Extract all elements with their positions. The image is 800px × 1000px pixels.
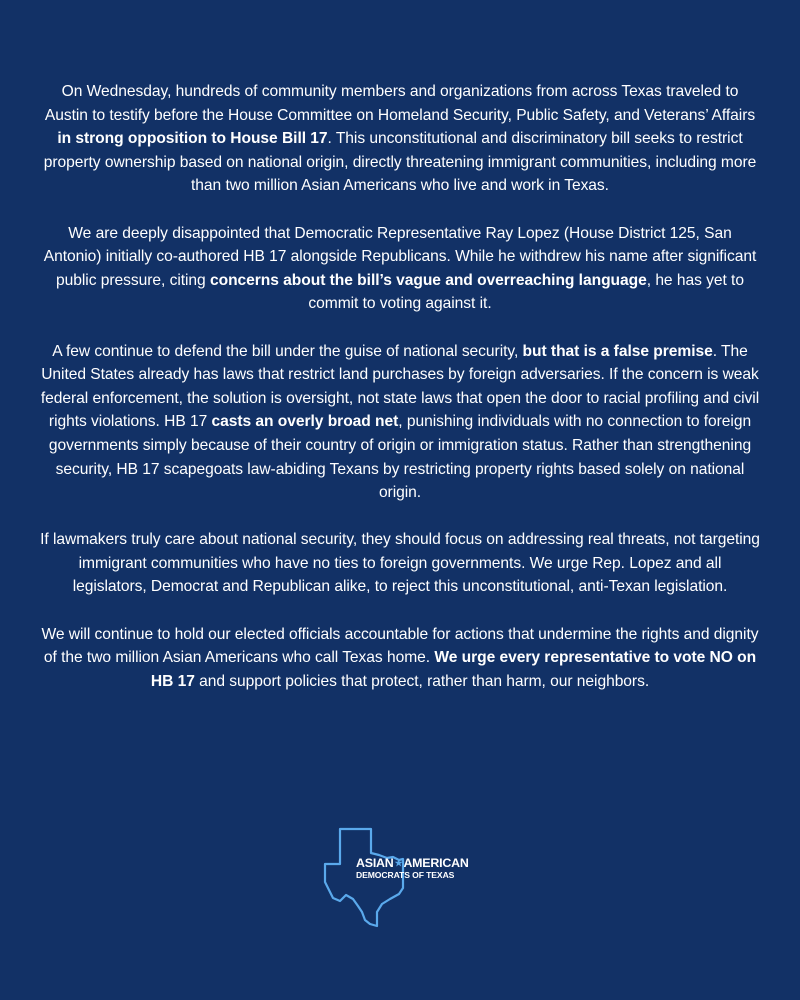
text-run: On Wednesday, hundreds of community members and organizations from across Texas traveled to Austin to testify before the House Committee on Homeland Security, Public Safety, and Veterans’ Affairs [44, 83, 756, 124]
logo-line-1 [356, 857, 469, 870]
paragraph-call-to-action [40, 623, 760, 694]
text-run: We will continue to hold our elected officials accountable for actions that undermine the rights and dignity of the two million Asian Americans who call Texas home. [41, 625, 759, 667]
logo-word-american: AMERICAN [403, 856, 469, 870]
paragraph-national-security [40, 340, 760, 505]
texas-outline-icon [323, 826, 483, 936]
emphasis-text: but that is a false premise [522, 342, 713, 360]
paragraph-lawmakers [40, 528, 760, 599]
text-run: If lawmakers truly care about national security, they should focus on addressing real threats, not targeting immigrant communities who have no ties to foreign governments. We urge Rep. Lopez and all legislators, Democrat and Republican alike, to reject this unconstitutional, anti-Texan legislation. [40, 531, 760, 596]
logo-line-2: DEMOCRATS OF TEXAS [356, 870, 455, 880]
statement-body [40, 80, 760, 717]
text-run: . This unconstitutional and discriminatory bill seeks to restrict property ownership based on national origin, directly threatening immigrant communities, including more than two million Asian Americans who live and work in Texas. [43, 130, 757, 195]
emphasis-text: We urge every representative to vote NO on HB 17 [150, 649, 757, 690]
text-run: , he has yet to commit to voting against it. [308, 271, 744, 313]
logo-word-asian: ASIAN [356, 856, 394, 870]
emphasis-text: concerns about the bill’s vague and overreaching language [209, 271, 647, 289]
logo-wordmark [356, 857, 469, 880]
star-icon: ★ [394, 858, 403, 868]
text-run: . The United States already has laws that restrict land purchases by foreign adversaries. If the concern is weak federal enforcement, the solution is oversight, not state laws that open the door to racial profiling and civil rights violations. HB 17 [40, 342, 760, 431]
text-run: , punishing individuals with no connection to foreign governments simply because of their country of origin or immigration status. Rather than strengthening security, HB 17 scapegoats law-abiding Texans by restricting property rights based solely on national origin. [48, 413, 752, 502]
emphasis-text: in strong opposition to House Bill 17 [57, 130, 328, 148]
emphasis-text: casts an overly broad net [211, 413, 399, 431]
paragraph-hearing [40, 80, 760, 198]
text-run: and support policies that protect, rather than harm, our neighbors. [194, 672, 650, 690]
organization-logo [323, 826, 483, 936]
text-run: We are deeply disappointed that Democratic Representative Ray Lopez (House District 125, San Antonio) initially co-authored HB 17 alongside Republicans. While he withdrew his name after significant public pressure, citing [43, 224, 757, 289]
text-run: A few continue to defend the bill under the guise of national security, [52, 342, 523, 360]
paragraph-ray-lopez [40, 222, 760, 316]
